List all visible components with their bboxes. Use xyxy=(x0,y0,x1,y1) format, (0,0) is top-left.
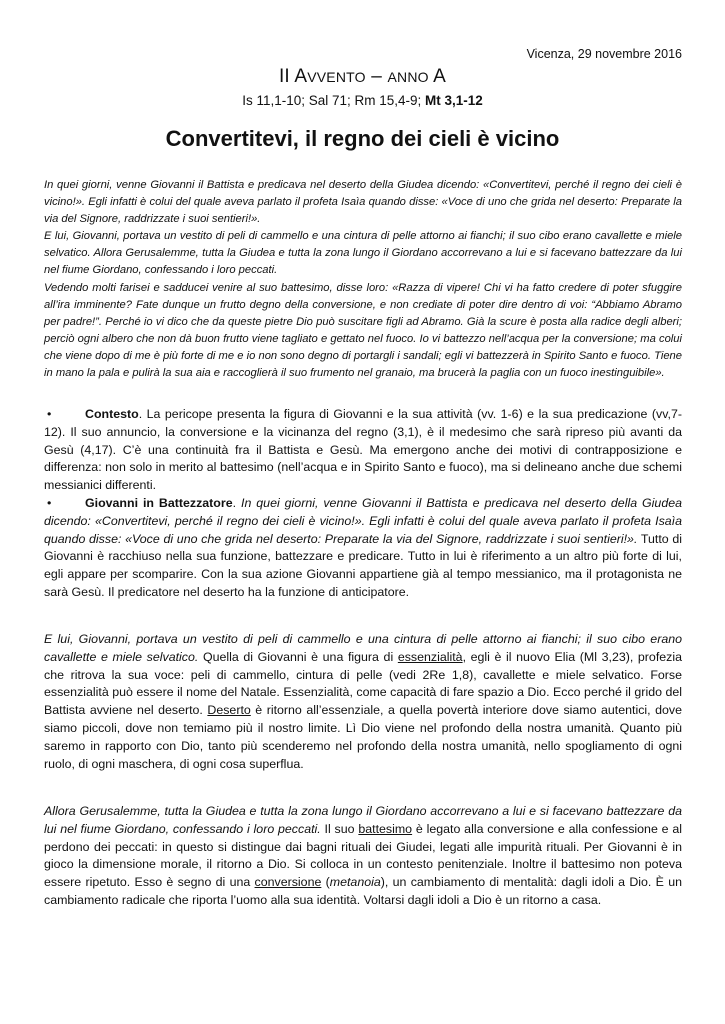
para3-quote: Allora Gerusalemme, tutta la Giudea e tutta la zona lungo il Giordano accorrevano a lui e si facevano battezzare da lui nel fiume Giordano, confessando i loro peccati. xyxy=(44,804,682,836)
gospel-reading xyxy=(44,177,682,382)
bullet-contesto xyxy=(44,406,682,495)
para2-quote: E lui, Giovanni, portava un vestito di peli di cammello e una cintura di pelle attorno ai fianchi; il suo cibo erano cavallette e miele selvatico. xyxy=(44,632,682,664)
title-part-4: ANNO xyxy=(387,69,429,85)
para2-underline-essenzialita: essenzialità xyxy=(397,649,463,664)
bullet-giovanni-text: Tutto di Giovanni è racchiuso nella sua funzione, battezzare e predicare. Tutto in lui è riferimento a un altro più forte di lui, egli appare per scomparire. Con la sua azione Giovanni appartiene già al tempo messianico, ma il protagonista ne sarà Gesù. Il predicatore nel deserto ha la funzione di anticipatore. xyxy=(44,531,682,599)
paragraph-battesimo xyxy=(44,803,682,910)
bullet-contesto-label: Contesto xyxy=(85,407,139,421)
scripture-references xyxy=(0,93,725,108)
title-part-5: A xyxy=(428,66,447,87)
main-title: Convertitevi, il regno dei cieli è vicino xyxy=(165,126,560,151)
para2-t2: , egli è il nuovo Elia (Ml 3,23), profezia che ritrova la sua voce: peli di cammello, cintura di pelle (vedi 2Re 1,8), cavallette e miele selvatico. Forse essenzialità può essere il nome del Natale. Essenzialità, come capacità di fare spazio a Dio. Ecco perché il grido del Battista avviene nel deserto. xyxy=(44,649,683,718)
refs-plain: Is 11,1-10; Sal 71; Rm 15,4-9; xyxy=(242,93,426,108)
para2-t1: Quella di Giovanni è una figura di xyxy=(198,649,398,664)
para3-t2: è legato alla conversione e alla confessione e al perdono dei peccati: in questo si distingue dai bagni rituali dei Giudei, legati alle impurità rituali. Per Giovanni è in gioco la dimensione morale, il ritorno a Dio. Si colloca in un contesto penitenziale. Inoltre il battesimo non poteva essere ripetuto. Esso è segno di una xyxy=(44,821,683,890)
para3-t4: ), un cambiamento di mentalità: dagli idoli a Dio. È un cambiamento radicale che riporta l’uomo alla sua identità. Voltarsi dagli idoli a Dio è un ritorno a casa. xyxy=(44,875,682,907)
refs-gospel: Mt 3,1-12 xyxy=(425,93,483,108)
paragraph-essenzialita xyxy=(44,631,682,773)
bullet-icon: • xyxy=(47,407,52,421)
bullet-icon: • xyxy=(47,495,52,510)
bullet-giovanni-label: Giovanni in Battezzatore xyxy=(85,495,233,510)
para3-metanoia: metanoia xyxy=(329,875,381,890)
liturgical-title xyxy=(0,66,725,88)
para2-t3: è ritorno all’essenziale, a quella povertà interiore dove siamo autentici, dove siamo piccoli, dove non temiamo più il nostro limite. Lì Dio viene nel profondo della nostra umanità. Quanto più saremo in rapporto con Dio, tanto più scenderemo nel profondo della nostra umanità, nello spogliamento di ogni ruolo, di ogni maschera, di ogni cosa superflua. xyxy=(44,703,682,771)
title-part-2: VVENTO xyxy=(307,69,366,85)
para3-underline-battesimo: battesimo xyxy=(358,821,413,836)
gospel-paragraph-2: E lui, Giovanni, portava un vestito di peli di cammello e una cintura di pelle attorno ai fianchi; il suo cibo erano cavallette e miele selvatico. Allora Gerusalemme, tutta la Giudea e tutta la zona lungo il Giordano accorrevano a lui e si facevano battezzare da lui nel fiume Giordano, confessando i loro peccati. xyxy=(44,230,682,277)
paragraph-essenzialita-text xyxy=(44,631,682,773)
title-part-3: – xyxy=(365,66,388,87)
gospel-paragraph-1: In quei giorni, venne Giovanni il Battista e predicava nel deserto della Giudea dicendo: «Convertitevi, perché il regno dei cieli è vicino!». Egli infatti è colui del quale aveva parlato il profeta Isaìa quando disse: «Voce di uno che grida nel deserto: Preparate la via del Signore, raddrizzate i suoi sentieri!». xyxy=(44,179,682,226)
bullet-giovanni xyxy=(44,495,682,602)
gospel-paragraph-3: Vedendo molti farisei e sadducei venire al suo battesimo, disse loro: «Razza di vipere! Chi vi ha fatto credere di poter sfuggire all’ira imminente? Fate dunque un frutto degno della conversione, e non crediate di poter dire dentro di voi: “Abbiamo Abramo per padre!”. Perché io vi dico che da queste pietre Dio può suscitare figli ad Abramo. Già la scure è posta alla radice degli alberi; perciò ogni albero che non dà buon frutto viene tagliato e gettato nel fuoco. Io vi battezzo nell’acqua per la conversione; ma colui che viene dopo di me è più forte di me e io non sono degno di portargli i sandali; egli vi battezzerà in Spirito Santo e fuoco. Tiene in mano la pala e pulirà la sua aia e raccoglierà il suo frumento nel granaio, ma brucerà la paglia con un fuoco inestinguibile». xyxy=(44,281,682,380)
paragraph-battesimo-text xyxy=(44,803,682,910)
bullet-giovanni-quote: In quei giorni, venne Giovanni il Battista e predicava nel deserto della Giudea dicendo: «Convertitevi, perché il regno dei cieli è vicino!». Egli infatti è colui del quale aveva parlato il profeta Isaìa quando disse: «Voce di uno che grida nel deserto: Preparate la via del Signore, raddrizzate i suoi sentieri!». xyxy=(44,495,682,546)
para2-underline-deserto: Deserto xyxy=(207,703,251,718)
title-part-1: II A xyxy=(278,66,308,87)
bullet-section xyxy=(44,406,682,602)
para3-t3: ( xyxy=(321,875,330,890)
para3-underline-conversione: conversione xyxy=(254,875,322,890)
bullet-contesto-text: . La pericope presenta la figura di Giovanni e la sua attività (vv. 1-6) e la sua predicazione (vv,7-12). Il suo annuncio, la conversione e la vicinanza del regno (3,1), è il medesimo che sarà ripreso più avanti da Gesù (4,17). C’è una continuità fra il Battista e Gesù. Ma emergono anche dei motivi di contrapposizione e differenza: non solo in merito al battesimo (nell’acqua e in Spirito Santo e fuoco), ma si delineano anche due schemi messianici differenti. xyxy=(44,407,682,493)
para3-t1: Il suo xyxy=(320,821,359,836)
bullet-giovanni-sep: . xyxy=(232,495,241,510)
document-date: Vicenza, 29 novembre 2016 xyxy=(526,47,682,61)
